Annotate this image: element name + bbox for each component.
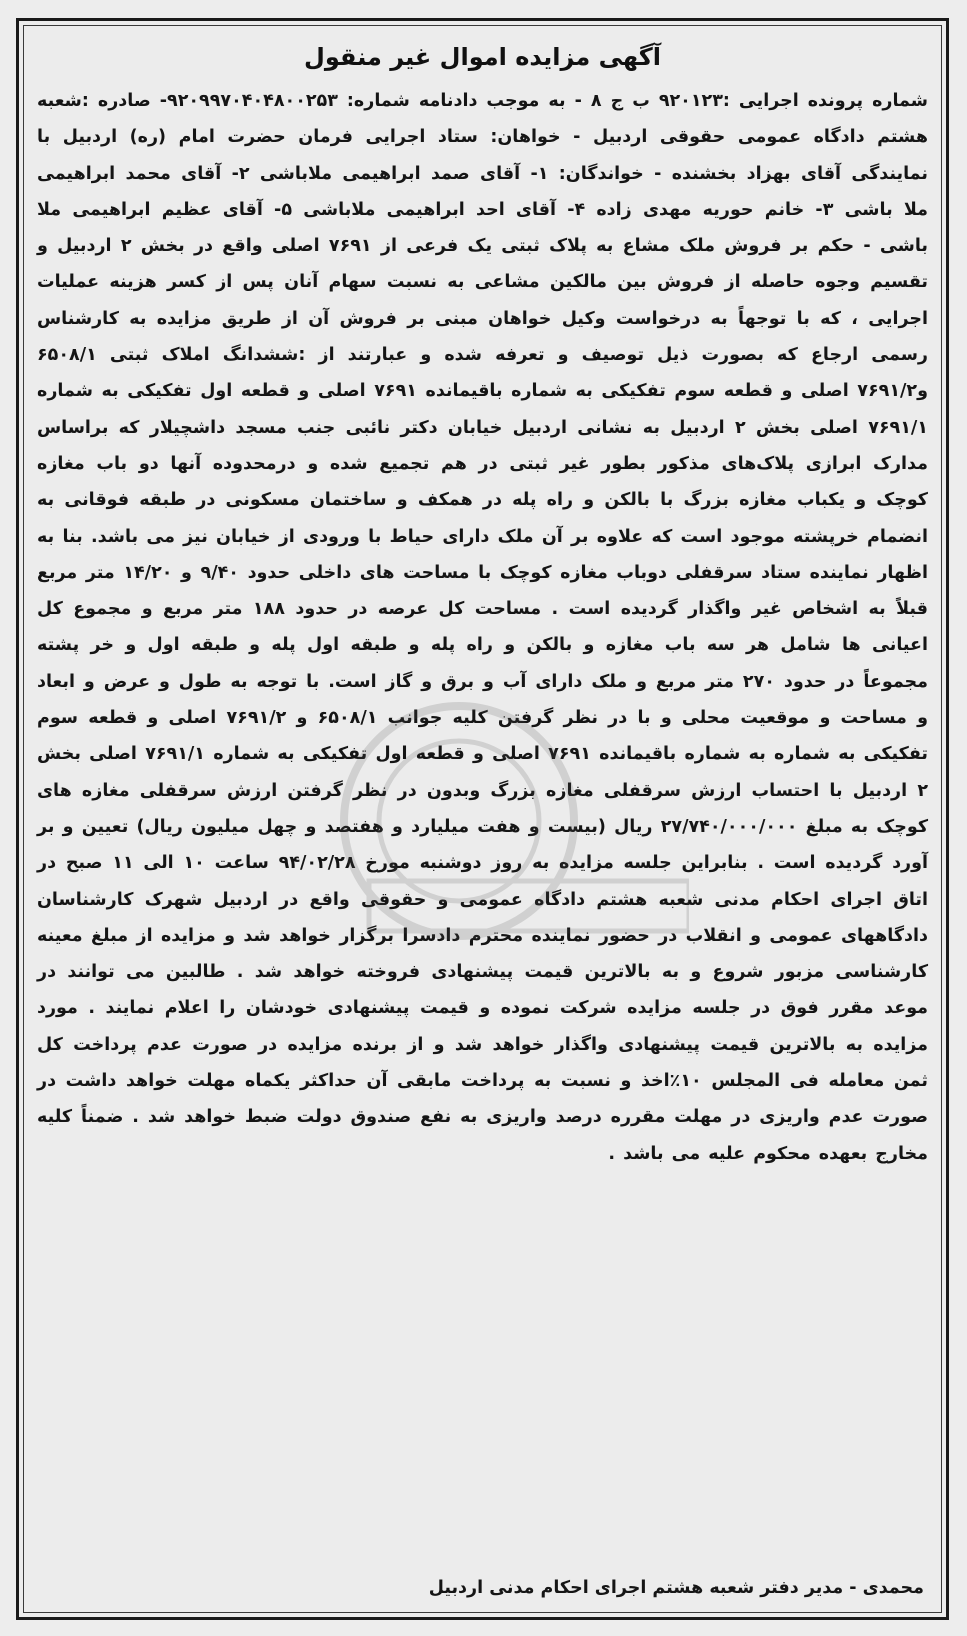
notice-title: آگهی مزایده اموال غیر منقول [304,43,661,71]
notice-border [16,18,949,1620]
notice-signature: محمدی - مدیر دفتر شعبه هشتم اجرای احکام مدنی اردبیل [428,1578,924,1598]
notice-body: شماره پرونده اجرایی :۹۲۰۱۲۳ ب ج ۸ - به موجب دادنامه شماره: ۹۲۰۹۹۷۰۴۰۴۸۰۰۲۵۳- صادره :شعبه هشتم دادگاه عمومی حقوقی اردبیل - خواهان: ستاد اجرایی فرمان حضرت امام (ره) اردبیل با نمایندگی آقای بهزاد بخشنده - خواندگان: ۱- آقای صمد ابراهیمی ملاباشی ۲- آقای محمد ابراهیمی ملا باشی ۳- خانم حوریه مهدی زاده ۴- آقای احد ابراهیمی ملاباشی ۵- آقای عظیم ابراهیمی ملا باشی - حکم بر فروش ملک مشاع به پلاک ثبتی یک فرعی از ۷۶۹۱ اصلی واقع در بخش ۲ اردبیل و تقسیم وجوه حاصله از فروش بین مالکین مشاعی به نسبت سهام آنان پس از کسر هزینه عملیات اجرایی ، که با توجهاً به درخواست وکیل خواهان مبنی بر فروش آن از طریق مزایده به کارشناس رسمی ارجاع که بصورت ذیل توصیف و تعرفه شده و عبارتند از :ششدانگ املاک ثبتی ۶۵۰۸/۱ و۷۶۹۱/۲ اصلی و قطعه سوم تفکیکی به شماره باقیمانده ۷۶۹۱ اصلی و قطعه اول تفکیکی به شماره ۷۶۹۱/۱ اصلی بخش ۲ اردبیل به نشانی اردبیل خیابان دکتر نائبی جنب مسجد داشچیلار که براساس مدارک ابرازی پلاک‌های مذکور بطور غیر ثبتی در هم تجمیع شده و درمحدوده آنها دو باب مغازه کوچک و یکباب مغازه بزرگ با بالکن و راه پله در همکف و ساختمان مسکونی در طبقه فوقانی به انضمام خرپشته موجود است که علاوه بر آن ملک دارای حیاط با ورودی از خیابان نیز می باشد. بنا به اظهار نماینده ستاد سرقفلی دوباب مغازه کوچک با مساحت های داخلی حدود ۹/۴۰ و ۱۴/۲۰ متر مربع قبلاً به اشخاص غیر واگذار گردیده است . مساحت کل عرصه در حدود ۱۸۸ متر مربع و مجموع کل اعیانی ها شامل هر سه باب مغازه و بالکن و راه پله و طبقه اول پله و طبقه اول و خر پشته مجموعاً در حدود ۲۷۰ متر مربع و ملک دارای آب و برق و گاز است. با توجه به طول و عرض و ابعاد و مساحت و موقعیت محلی و با در نظر گرفتن کلیه جوانب ۶۵۰۸/۱ و ۷۶۹۱/۲ اصلی و قطعه سوم تفکیکی به شماره به شماره باقیمانده ۷۶۹۱ اصلی و قطعه اول تفکیکی به شماره ۷۶۹۱/۱ اصلی بخش ۲ اردبیل با احتساب ارزش سرقفلی مغازه بزرگ وبدون در نظر گرفتن ارزش سرقفلی مغازه های کوچک به مبلغ ۲۷/۷۴۰/۰۰۰/۰۰۰ ریال (بیست و هفت میلیارد و هفتصد و چهل میلیون ریال) تعیین و بر آورد گردیده است . بنابراین جلسه مزایده به روز دوشنبه مورخ ۹۴/۰۲/۲۸ ساعت ۱۰ الی ۱۱ صبح در اتاق اجرای احکام مدنی شعبه هشتم دادگاه عمومی و حقوقی واقع در اردبیل شهرک کارشناسان دادگاههای عمومی و انقلاب در حضور نماینده محترم دادسرا برگزار خواهد شد و مزایده از مبلغ معینه کارشناسی مزبور شروع و به بالاترین قیمت پیشنهادی فروخته خواهد شد . طالبین می توانند در موعد مقرر فوق در جلسه مزایده شرکت نموده و قیمت پیشنهادی خودشان را اعلام نمایند . مورد مزایده به بالاترین قیمت پیشنهادی واگذار خواهد شد و از برنده مزایده در صورت عدم پرداخت کل ثمن معامله فی المجلس ۱۰٪اخذ و نسبت به پرداخت مابقی آن حداکثر یکماه مهلت خواهد داشت در صورت عدم واریزی در مهلت مقرره درصد واریزی به نفع صندوق دولت ضبط خواهد شد . ضمناً کلیه مخارج بعهده محکوم علیه می باشد . [37,91,929,1164]
